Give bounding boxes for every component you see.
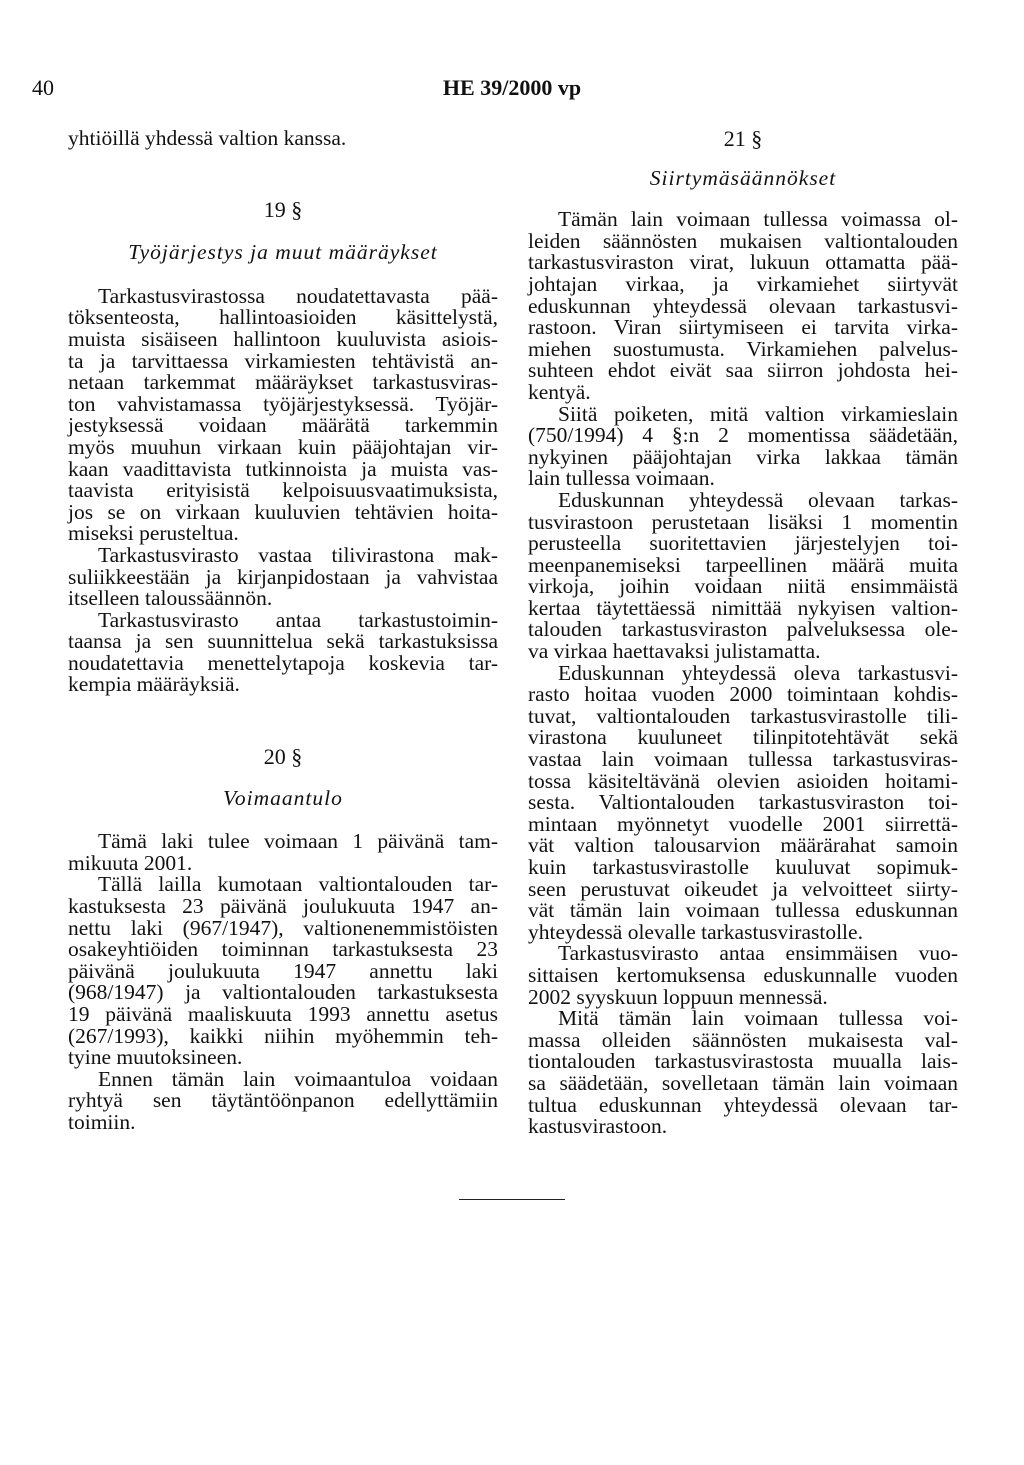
- text-line: päivänä joulukuuta 1947 annettu laki: [68, 958, 498, 983]
- text-line: va virkaa haettavaksi julistamatta.: [528, 639, 821, 664]
- text-line: eduskunnan yhteydessä olevaan tarkastusvi-: [528, 293, 958, 318]
- section-19-number: 19 §: [263, 196, 303, 222]
- text-line: Tämän lain voimaan tullessa voimassa ol-: [558, 207, 958, 232]
- text-line: Ennen tämän lain voimaantuloa voidaan: [98, 1066, 498, 1091]
- text-line: tyine muutoksineen.: [68, 1045, 243, 1070]
- text-line: suhteen ehdot eivät saa siirron johdosta hei-: [528, 358, 958, 383]
- text-line: jestyksessä voidaan määrätä tarkemmin: [68, 413, 498, 438]
- text-line: tuvat, valtiontalouden tarkastusvirastolle tili-: [528, 703, 958, 728]
- text-line: (750/1994) 4 §:n 2 momentissa säädetään,: [528, 423, 958, 448]
- text-line: kastusvirastoon.: [528, 1114, 668, 1139]
- text-line: sittaisen kertomuksensa eduskunnalle vuoden: [528, 962, 958, 987]
- text-line: lain tullessa voimaan.: [528, 466, 715, 491]
- text-line: itselleen taloussäännön.: [68, 586, 273, 611]
- text-line: miehen suostumusta. Virkamiehen palvelus-: [528, 336, 958, 361]
- text-line: massa olleiden säännösten mukaisesta val-: [528, 1027, 958, 1052]
- text-line: sesta. Valtiontalouden tarkastusviraston toi-: [528, 790, 958, 815]
- section-20-paragraph-1: [68, 831, 498, 874]
- text-line: kempia määräyksiä.: [68, 672, 240, 697]
- text-line: leiden säännösten mukaisen valtiontalouden: [528, 228, 958, 253]
- text-line: seen perustuvat oikeudet ja velvoitteet siirty-: [528, 876, 958, 901]
- text-line: Tarkastusvirastossa noudatettavasta pää-: [98, 283, 498, 308]
- text-line: tultua eduskunnan yhteydessä olevaan tar-: [528, 1092, 958, 1117]
- text-line: (267/1993), kaikki niihin myöhemmin teh-: [68, 1023, 498, 1048]
- text-line: miseksi perusteltua.: [68, 521, 239, 546]
- section-19-paragraph-2: [68, 542, 498, 611]
- text-line: nykyinen pääjohtajan virka lakkaa tämän: [528, 444, 958, 469]
- section-21-paragraph-2: [528, 401, 958, 491]
- right-column: [528, 128, 958, 1138]
- text-line: töksenteosta, hallintoasioiden käsittelystä,: [68, 305, 498, 330]
- section-19-paragraph-3: [68, 607, 498, 697]
- text-line: ta ja tarvittaessa virkamiesten tehtävistä an-: [68, 348, 498, 373]
- text-line: sa säädetään, sovelletaan tämän lain voimaan: [528, 1070, 958, 1095]
- text-line: Tarkastusvirasto antaa ensimmäisen vuo-: [558, 941, 958, 966]
- text-line: kastuksesta 23 päivänä joulukuuta 1947 an-: [68, 894, 498, 919]
- continuation-text: yhtiöillä yhdessä valtion kanssa.: [68, 126, 347, 150]
- section-21-paragraph-5: [528, 943, 958, 1008]
- section-21-paragraph-4: [528, 660, 958, 944]
- text-line: tossa käsiteltävänä olevien asioiden hoitami-: [528, 768, 958, 793]
- text-line: ton vahvistamassa työjärjestyksessä. Työjär-: [68, 391, 498, 416]
- section-20-paragraph-3: [68, 1066, 498, 1134]
- text-line: Tarkastusvirasto antaa tarkastustoimin-: [98, 607, 498, 632]
- text-line: tarkastusviraston virat, lukuun ottamatta pää-: [528, 250, 958, 275]
- text-line: meenpanemiseksi tarpeellinen määrä muita: [528, 552, 958, 577]
- text-line: virastona kuuluneet tilinpitotehtävät sekä: [528, 725, 958, 750]
- page-number: 40: [32, 75, 54, 100]
- text-line: virkoja, joihin voidaan niitä ensimmäistä: [528, 574, 958, 599]
- section-21-title: Siirtymäsäännökset: [649, 165, 837, 190]
- text-line: 19 päivänä maaliskuuta 1993 annettu asetus: [68, 1002, 498, 1026]
- text-line: kuin tarkastusvirastolle kuuluvat sopimuk-: [528, 855, 958, 879]
- text-line: Eduskunnan yhteydessä olevaan tarkas-: [558, 487, 958, 512]
- text-line: Eduskunnan yhteydessä oleva tarkastusvi-: [558, 660, 958, 685]
- text-line: Siitä poiketen, mitä valtion virkamieslain: [558, 401, 958, 426]
- text-line: kentyä.: [528, 379, 591, 404]
- text-line: johtajan virkaa, ja virkamiehet siirtyvät: [528, 271, 958, 296]
- text-line: kertaa täytettäessä nimittää nykyisen valtion-: [528, 595, 958, 620]
- text-line: vät valtion talousarvion määrärahat samoin: [528, 833, 958, 858]
- text-line: perusteella suoritettavien järjestelyjen toi-: [528, 531, 958, 556]
- section-20-title: Voimaantulo: [223, 785, 343, 810]
- text-line: ryhtyä sen täytäntöönpanon edellyttämiin: [68, 1088, 498, 1113]
- text-line: vät tämän lain voimaan tullessa eduskunnan: [528, 898, 958, 923]
- text-line: 2002 syyskuun loppuun mennessä.: [528, 984, 828, 1009]
- text-line: netaan tarkemmat määräykset tarkastusviras-: [68, 370, 498, 395]
- section-21-number: 21 §: [723, 126, 763, 151]
- text-line: noudatettavia menettelytapoja koskevia tar-: [68, 650, 498, 675]
- section-20-number: 20 §: [263, 744, 303, 770]
- text-line: suliikkeestään ja kirjanpidostaan ja vahvistaa: [68, 564, 498, 589]
- end-rule: [459, 1199, 565, 1200]
- text-line: muista sisäiseen hallintoon kuuluvista asiois-: [68, 326, 498, 351]
- section-20-paragraph-2: [68, 874, 498, 1068]
- text-line: taavista erityisistä kelpoisuusvaatimuksista,: [68, 478, 498, 503]
- section-19-title: Työjärjestys ja muut määräykset: [128, 240, 438, 265]
- text-line: kaan vaadittavista tutkinnoista ja muista vas-: [68, 456, 498, 481]
- text-line: Mitä tämän lain voimaan tullessa voi-: [558, 1006, 958, 1031]
- text-line: osakeyhtiöiden toiminnan tarkastuksesta 23: [68, 937, 498, 962]
- text-line: mikuuta 2001.: [68, 850, 193, 875]
- text-line: Tällä lailla kumotaan valtiontalouden tar-: [98, 872, 498, 897]
- text-line: yhteydessä olevalle tarkastusvirastolle.: [528, 919, 863, 944]
- section-21-paragraph-3: [528, 487, 958, 664]
- text-line: tusvirastoon perustetaan lisäksi 1 momentin: [528, 509, 958, 534]
- text-line: nettu laki (967/1947), valtionenemmistöisten: [68, 915, 498, 940]
- text-line: (968/1947) ja valtiontalouden tarkastuksesta: [68, 980, 498, 1005]
- text-line: toimiin.: [68, 1109, 136, 1134]
- text-line: vastaa lain voimaan tullessa tarkastusviras-: [528, 747, 958, 772]
- text-line: jos se on virkaan kuuluvien tehtävien hoita-: [68, 499, 498, 524]
- text-line: Tämä laki tulee voimaan 1 päivänä tam-: [98, 829, 498, 854]
- section-21-paragraph-1: [528, 209, 958, 403]
- text-line: rasto hoitaa vuoden 2000 toimintaan kohdis-: [528, 682, 958, 707]
- text-line: mintaan myönnetyt vuodelle 2001 siirrettä-: [528, 811, 958, 836]
- text-line: tiontalouden tarkastusvirastosta muualla lais-: [528, 1049, 958, 1074]
- text-line: Tarkastusvirasto vastaa tilivirastona mak-: [98, 542, 498, 567]
- text-line: taansa ja sen suunnittelua sekä tarkastuksissa: [68, 629, 498, 654]
- left-column: [68, 128, 498, 1134]
- document-id: HE 39/2000 vp: [442, 75, 582, 100]
- text-line: rastoon. Viran siirtymiseen ei tarvita virka-: [528, 315, 958, 340]
- text-line: myös muuhun virkaan kuin pääjohtajan vir-: [68, 434, 498, 459]
- section-19-paragraph-1: [68, 283, 498, 546]
- section-21-paragraph-6: [528, 1008, 958, 1138]
- text-line: talouden tarkastusviraston palveluksessa ole-: [528, 617, 958, 642]
